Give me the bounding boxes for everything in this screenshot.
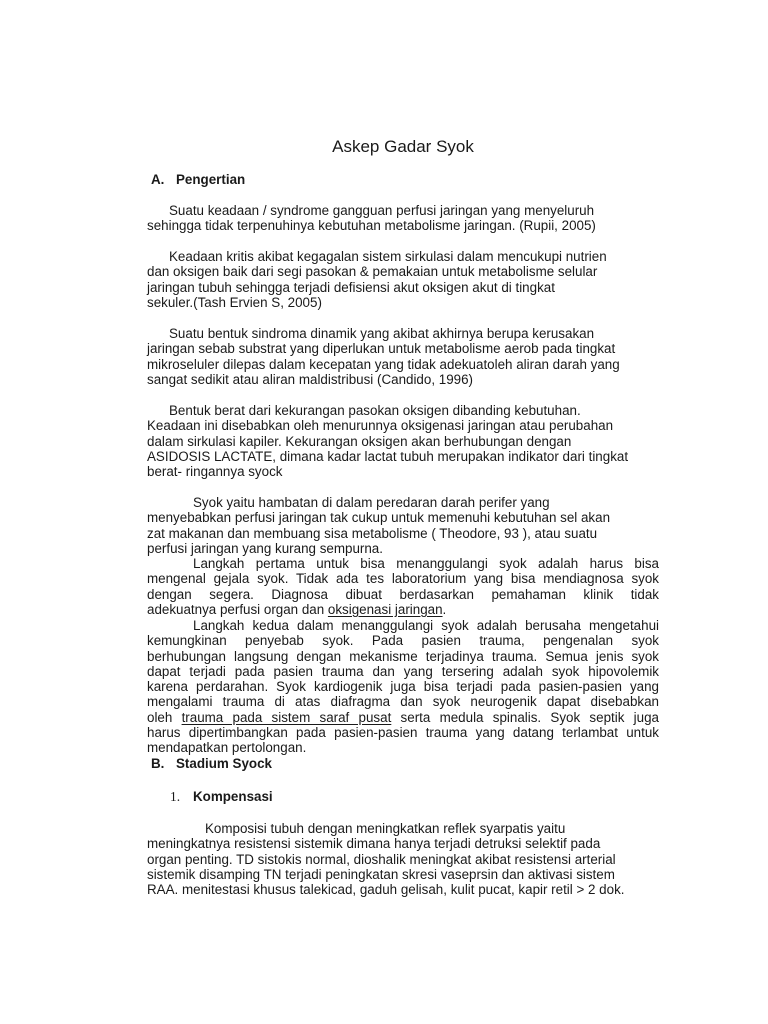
section-a-title: Pengertian	[176, 172, 246, 187]
text-line: mengenal gejala syok. Tidak ada tes laboratorium yang bisa mendiagnosa syok	[147, 571, 659, 587]
text-line: berhubungan langsung dengan mekanisme terjadinya trauma. Semua jenis syok	[147, 648, 659, 664]
text-fragment: oleh	[147, 709, 182, 725]
text-line: Langkah pertama untuk bisa menanggulangi syok adalah harus bisa	[193, 556, 659, 571]
text-line: Langkah kedua dalam menanggulangi syok adalah berusaha mengetahui	[193, 618, 659, 633]
text-line: dan oksigen baik dari segi pasokan & pemakaian untuk metabolisme selular	[147, 264, 598, 280]
paragraph-definition-3	[147, 326, 659, 387]
text-line: meningkatnya resistensi sistemik dimana hanya terjadi detruksi selektif pada	[147, 836, 601, 852]
section-a-label: A.	[151, 172, 165, 187]
text-line: RAA. menitestasi khusus talekicad, gaduh gelisah, kulit pucat, kapir retil > 2 dok.	[147, 882, 625, 898]
paragraph-definition-2	[147, 249, 659, 310]
paragraph-first-step	[147, 556, 659, 617]
trauma-saraf-pusat-link[interactable]: trauma pada sistem saraf pusat	[181, 709, 392, 725]
subsection-number: 1.	[170, 789, 181, 804]
text-line: zat makanan dan membuang sisa metabolisme ( Theodore, 93 ), atau suatu	[147, 525, 598, 541]
text-fragment: .	[442, 601, 447, 617]
text-line: mengalami trauma di atas diafragma dan syok neurogenik dapat disebabkan	[147, 694, 659, 710]
text-line: kemungkinan penyebab syok. Pada pasien trauma, pengenalan syok	[147, 633, 659, 649]
text-line: jaringan sebab substrat yang diperlukan untuk metabolisme aerob pada tingkat	[147, 341, 616, 357]
text-line: Suatu keadaan / syndrome gangguan perfusi jaringan yang menyeluruh	[169, 203, 595, 218]
oksigenasi-jaringan-link[interactable]: oksigenasi jaringan	[327, 601, 443, 617]
paragraph-compensation	[147, 821, 659, 897]
text-line: sangat sedikit atau aliran maldistribusi (Candido, 1996)	[147, 371, 474, 387]
text-line: Keadaan ini disebabkan oleh menurunnya oksigenasi jaringan atau perubahan	[147, 418, 614, 434]
text-line	[147, 710, 659, 725]
text-line: Keadaan kritis akibat kegagalan sistem sirkulasi dalam mencukupi nutrien	[169, 249, 607, 264]
text-line	[147, 602, 659, 617]
text-line: perfusi jaringan yang kurang sempurna.	[147, 540, 383, 556]
paragraph-definition-4	[147, 403, 659, 479]
paragraph-second-step	[147, 618, 659, 756]
text-line: Syok yaitu hambatan di dalam peredaran darah perifer yang	[193, 495, 550, 510]
text-line: Bentuk berat dari kekurangan pasokan oksigen dibanding kebutuhan.	[169, 403, 581, 418]
text-line: dalam sirkulasi kapiler. Kekurangan oksigen akan berhubungan dengan	[147, 433, 572, 449]
text-line: menyebabkan perfusi jaringan tak cukup untuk memenuhi kebutuhan sel akan	[147, 510, 611, 526]
text-line: karena perdarahan. Syok kardiogenik juga bisa terjadi pada pasien-pasien yang	[147, 679, 659, 695]
text-line: organ penting. TD sistokis normal, dioshalik meningkat akibat resistensi arterial	[147, 851, 616, 867]
section-b-title: Stadium Syock	[176, 756, 272, 771]
text-line: mikroseluler dilepas dalam kecepatan yang tidak adekuatoleh aliran darah yang	[147, 356, 620, 372]
text-line: sehingga tidak terpenuhinya kebutuhan metabolisme jaringan. (Rupii, 2005)	[147, 218, 596, 234]
text-line: Suatu bentuk sindroma dinamik yang akibat akhirnya berupa kerusakan	[169, 326, 595, 341]
text-line: dapat terjadi pada pasien trauma dan yang tersering adalah syok hipovolemik	[147, 663, 659, 679]
text-line: dengan segera. Diagnosa dibuat berdasarkan pemahaman klinik tidak	[147, 586, 659, 602]
paragraph-definition-1	[147, 203, 659, 234]
subsection-title: Kompensasi	[193, 789, 273, 804]
text-line: mendapatkan pertolongan.	[147, 740, 307, 756]
text-line: jaringan tubuh sehingga terjadi defisiensi akut oksigen akut di tingkat	[147, 279, 555, 295]
section-b-label: B.	[151, 756, 165, 771]
document-title: Askep Gadar Syok	[332, 137, 474, 156]
paragraph-syok-definition	[147, 495, 659, 556]
text-line: harus dipertimbangkan pada pasien-pasien trauma yang datang terlambat untuk	[147, 725, 659, 741]
text-fragment: serta medula spinalis. Syok septik juga	[391, 709, 659, 725]
text-line: sistemik disamping TN terjadi peningkatan skresi vaseprsin dan aktivasi sistem	[147, 866, 615, 882]
text-fragment: adekuatnya perfusi organ dan	[147, 601, 328, 617]
text-line: berat- ringannya syock	[147, 464, 283, 480]
text-line: sekuler.(Tash Ervien S, 2005)	[147, 294, 322, 310]
text-line: ASIDOSIS LACTATE, dimana kadar lactat tubuh merupakan indikator dari tingkat	[147, 448, 629, 464]
text-line: Komposisi tubuh dengan meningkatkan reflek syarpatis yaitu	[205, 821, 566, 836]
